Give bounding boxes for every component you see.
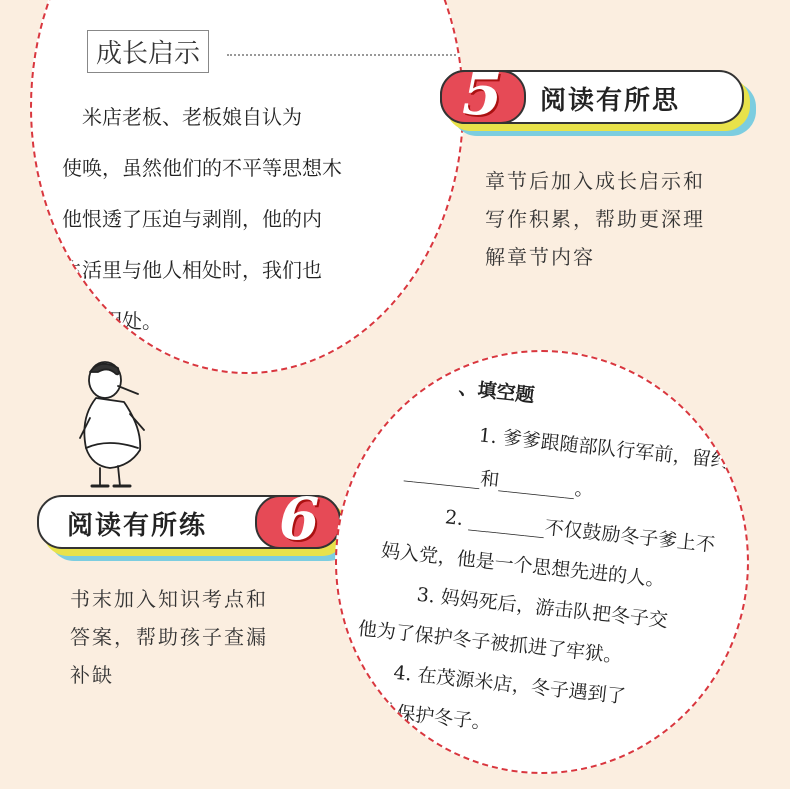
worksheet-line: 1. 爹爹跟随部队行军前，留约	[477, 424, 731, 473]
passage-line: 使唤，虽然他们的不平等思想木	[62, 156, 342, 180]
banner-title: 阅读有所思	[540, 86, 681, 116]
worksheet-line: 他为了保护冬子被抓进了牢狱。	[356, 617, 624, 668]
worksheet-circle	[335, 350, 749, 774]
description-line: 章节后加入成长启示和	[485, 169, 705, 193]
worksheet-heading: 、填空题	[457, 376, 536, 407]
badge-number: 6	[279, 485, 320, 553]
worksheet-line: 2. ________不仅鼓励冬子爹上不	[443, 506, 716, 557]
description-line: 补缺	[70, 663, 114, 687]
worksheet-line: 妈入党，他是一个思想先进的人。	[380, 539, 666, 592]
excerpt-passage	[62, 92, 442, 347]
feature-description-6	[70, 580, 320, 694]
banner-title: 阅读有所练	[67, 511, 208, 541]
number-badge	[440, 60, 526, 128]
feature-banner-6	[37, 485, 341, 553]
description-line: 解章节内容	[485, 245, 595, 269]
worksheet-line: 户处处保护冬子。	[338, 696, 493, 735]
passage-line: 米店老板、老板娘自认为	[62, 105, 302, 129]
number-badge	[255, 485, 341, 553]
worksheet-line: ________和________。	[403, 459, 595, 502]
description-line: 答案，帮助孩子查漏	[70, 625, 268, 649]
passage-line: 平等相处。	[62, 309, 162, 333]
dotted-divider	[227, 54, 464, 56]
description-line: 书末加入知识考点和	[70, 587, 268, 611]
feature-description-5	[485, 162, 755, 276]
worksheet-excerpt	[335, 350, 749, 774]
passage-line: 他恨透了压迫与剥削，他的内	[62, 207, 322, 231]
description-line: 写作积累，帮助更深理	[485, 207, 705, 231]
squatting-boy-illustration	[60, 358, 170, 493]
top-excerpt-circle	[30, 0, 464, 374]
worksheet-line: 4. 在茂源米店，冬子遇到了	[392, 661, 627, 708]
section-label-growth: 成长启示	[87, 30, 209, 73]
badge-number: 5	[462, 60, 503, 128]
passage-line: 生活里与他人相处时，我们也	[62, 258, 322, 282]
feature-banner-5	[440, 60, 744, 128]
worksheet-line: 3. 妈妈死后，游击队把冬子交	[415, 583, 669, 632]
